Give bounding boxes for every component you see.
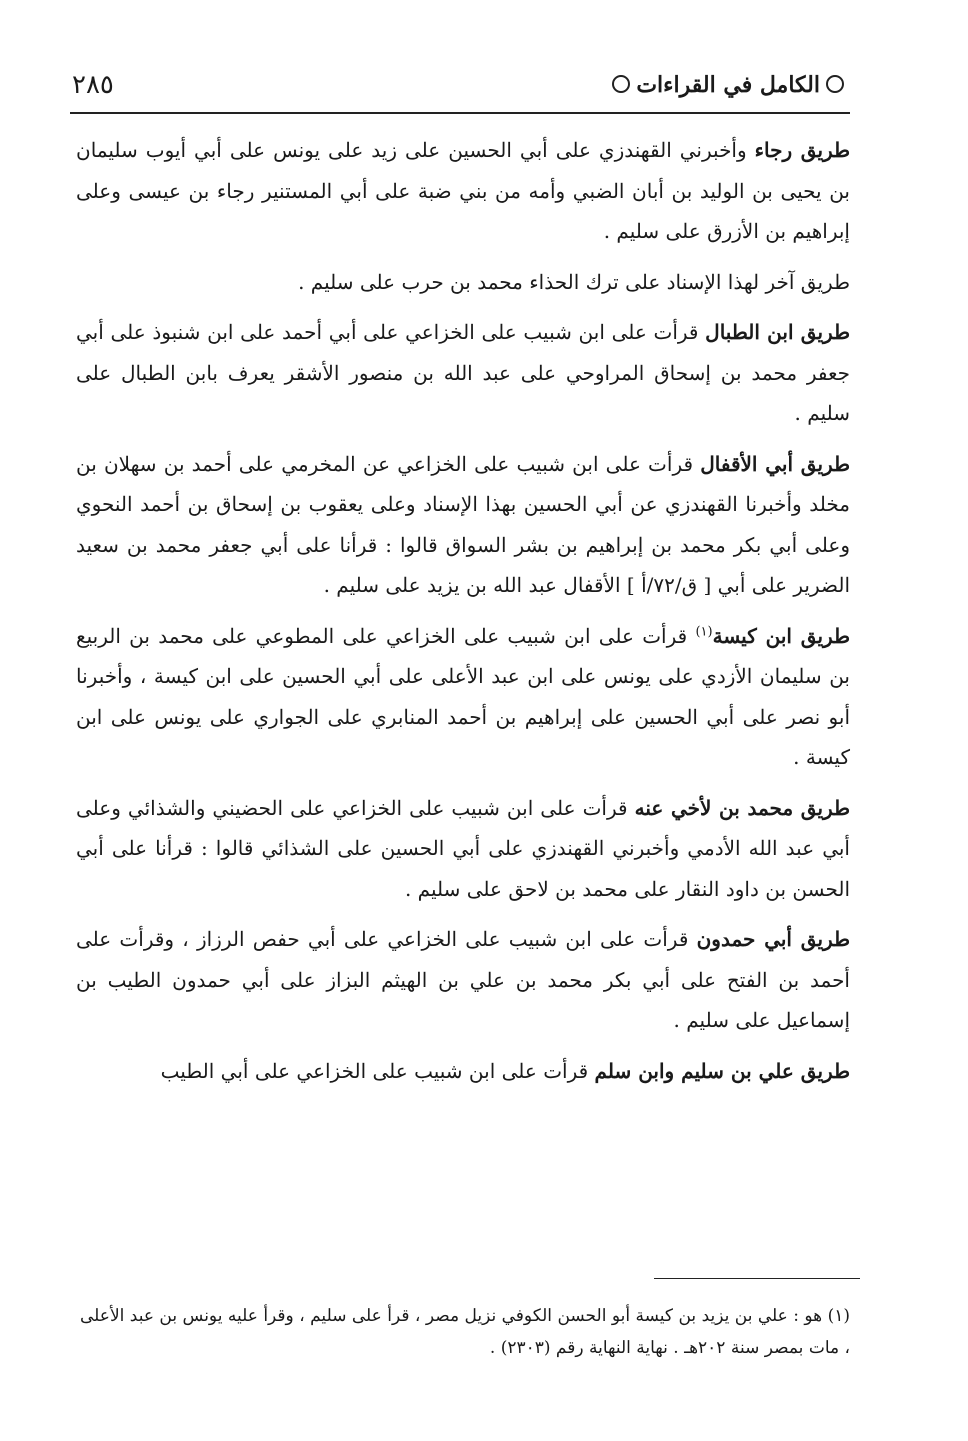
- ring-ornament-icon: [826, 75, 844, 93]
- paragraph-lead: طريق ابن الطبال: [705, 320, 850, 344]
- page-header: [70, 62, 850, 114]
- running-title-wrap: [606, 72, 850, 98]
- footnote: [80, 1300, 850, 1364]
- paragraph-lead: طريق رجاء: [754, 138, 850, 162]
- paragraph-lead: طريق أبي حمدون: [696, 927, 851, 951]
- paragraph-lead: طريق علي بن سليم وابن سلم: [594, 1058, 850, 1083]
- page-number: ٢٨٥: [72, 70, 114, 100]
- paragraph-text: قرأت على ابن شبيب على الخزاعي على المطوعي على محمد بن الربيع بن سليمان الأزدي على يونس على ابن عبد الأعلى على أبي الحسين على ابن كيسة ، وأخبرنا أبو نصر على أبي الحسين على إبراهيم بن أحمد المنابري على الجواري على يونس على ابن كيسة .: [76, 623, 850, 769]
- paragraph-text: قرأت على ابن شبيب على الخزاعي عن المخرمي على أحمد بن سهلان بن مخلد وأخبرنا القهندزي عن أبي الحسين بهذا الإسناد وعلى يعقوب بن إسحاق بن أحمد النحوي وعلى أبي بكر محمد بن إبراهيم بن بشر السواق قالوا : قرأنا على أبي جعفر محمد بن سعيد الضرير على أبي [ ق/٧٢/أ ] الأقفال عبد الله بن يزيد على سليم .: [76, 451, 850, 597]
- paragraph-text: قرأت على ابن شبيب على الخزاعي على الحضيني والشذائي وعلى أبي عبد الله الأدمي وأخبرني القهندزي على أبي الحسين على الشذائي قالوا : قرأنا على أبي الحسن بن داود النقار على محمد بن لاحق على سليم .: [76, 795, 850, 901]
- paragraph-ibn-al-tabbal: [76, 312, 850, 434]
- paragraph-text: وأخبرني القهندزي على أبي الحسين على زيد على يونس على أبي أيوب سليمان بن يحيى بن الوليد بن أبان الضبي وأمه من بني ضبة على أبي المستنير رجاء بن عيسى وعلى إبراهيم بن الأزرق على سليم .: [76, 138, 850, 243]
- paragraph-text: قرأت على ابن شبيب على الخزاعي على أبي أحمد على ابن شنبوذ على أبي جعفر محمد بن إسحاق المراوحي على عبد الله بن منصور الأشقر يعرف بابن الطبال على سليم .: [76, 320, 850, 425]
- footnote-text: (١) هو : علي بن يزيد بن كيسة أبو الحسن الكوفي نزيل مصر ، قرأ على سليم ، وقرأ عليه يونس بن عبد الأعلى ، مات بمصر سنة ٢٠٢هـ . نهاية النهاية رقم (٢٣٠٣) .: [80, 1306, 850, 1358]
- paragraph-raja: [76, 130, 850, 252]
- running-title: الكامل في القراءات: [636, 72, 820, 98]
- paragraph-abi-al-aqfal: [76, 444, 850, 606]
- paragraph-muhammad-ibn-li-akhi: [76, 788, 850, 910]
- paragraph-text: قرأت على ابن شبيب على الخزاعي على أبي حفص الرزاز ، وقرأت على أحمد بن الفتح على أبي بكر محمد بن علي بن الهيثم البزاز على أبي حمدون الطيب بن إسماعيل على سليم .: [76, 927, 850, 1032]
- paragraph-text: قرأت على ابن شبيب على الخزاعي على أبي الطيب: [160, 1058, 595, 1083]
- paragraph-lead: طريق محمد بن لأخي عنه: [634, 795, 850, 820]
- paragraph-another-route: [76, 262, 850, 303]
- ring-ornament-icon: [612, 75, 630, 93]
- paragraph-lead: طريق ابن كيسة: [712, 623, 850, 648]
- paragraph-abi-hamdun: [76, 919, 850, 1041]
- paragraph-ali-ibn-salim: [76, 1051, 850, 1092]
- footnote-divider: [654, 1278, 860, 1279]
- footnote-marker[interactable]: (١): [695, 623, 713, 639]
- paragraph-lead: طريق أبي الأقفال: [700, 451, 850, 476]
- paragraph-text: طريق آخر لهذا الإسناد على ترك الحذاء محمد بن حرب على سليم .: [298, 269, 850, 294]
- main-text: [76, 130, 850, 1101]
- paragraph-ibn-kaysa: [76, 616, 850, 778]
